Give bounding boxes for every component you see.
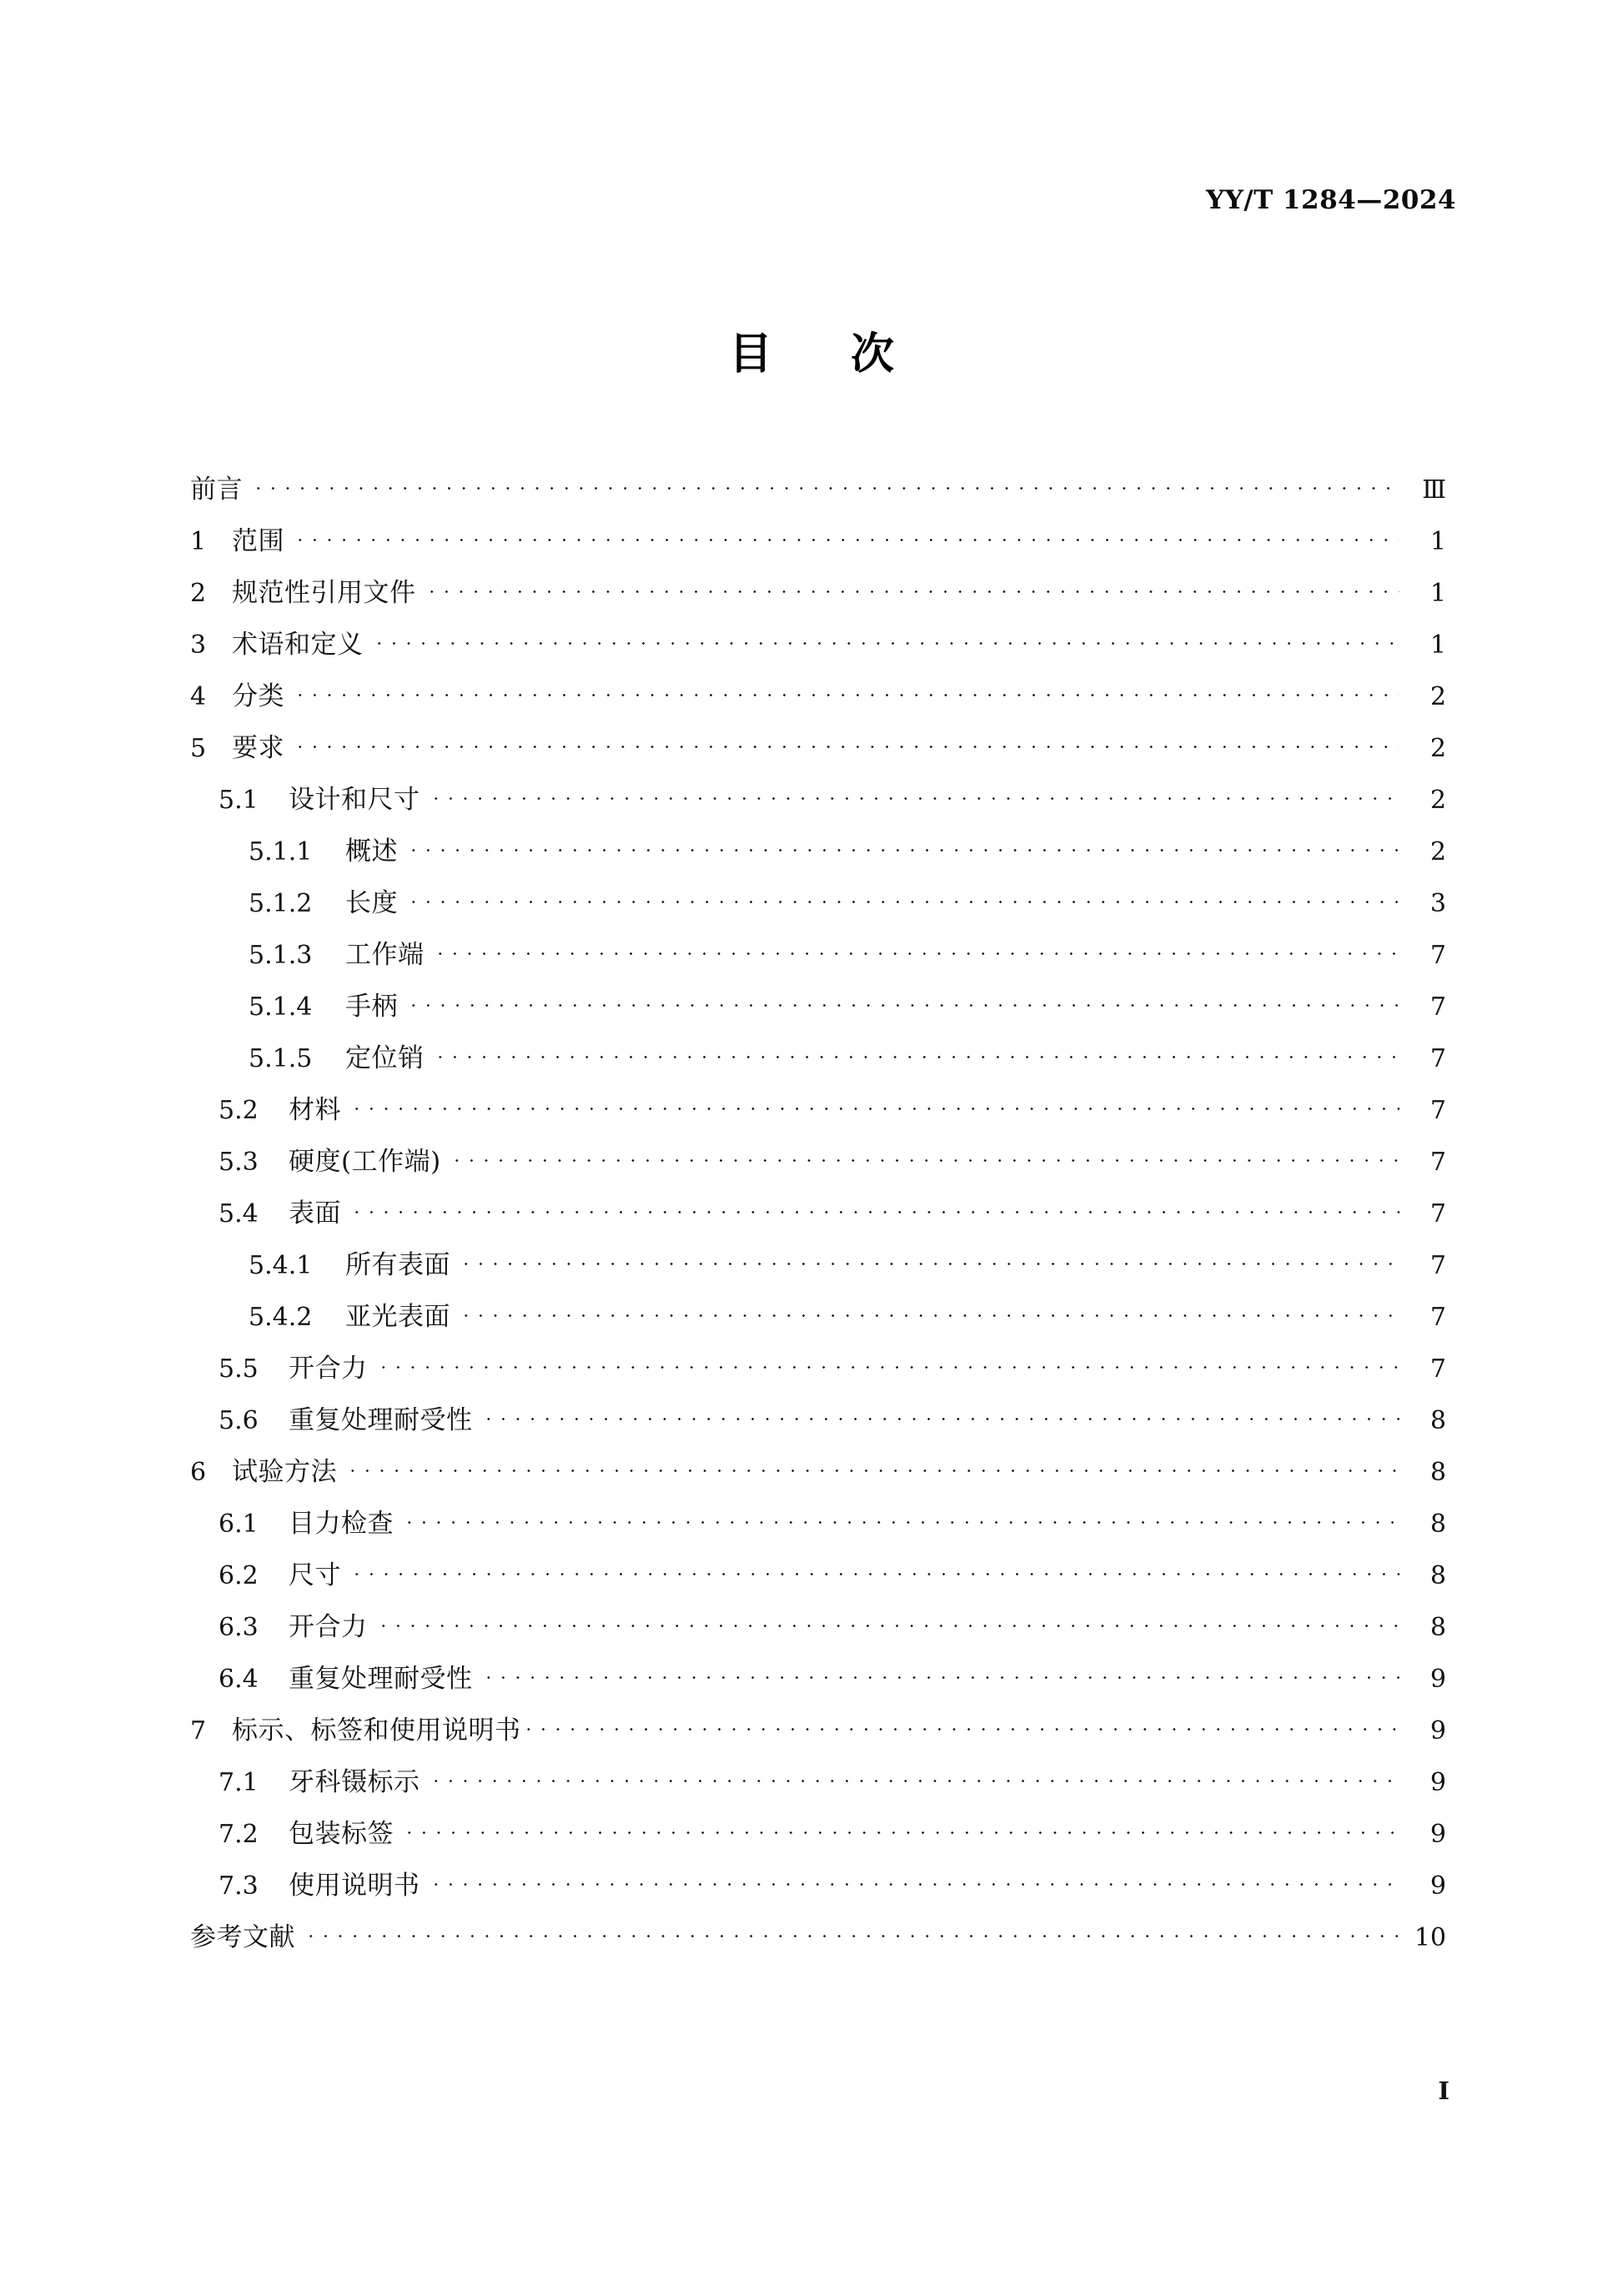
toc-entry-label: 工作端 <box>345 940 425 970</box>
toc-entry[interactable] <box>190 1239 1446 1291</box>
toc-entry[interactable] <box>190 981 1446 1032</box>
toc-entry-page-number: 7 <box>1430 1044 1446 1073</box>
toc-entry-page-number: 2 <box>1430 837 1446 867</box>
toc-dot-leader <box>372 628 1400 653</box>
toc-entry-page-number: 1 <box>1430 527 1446 556</box>
toc-dot-leader <box>429 1869 1400 1894</box>
toc-entry[interactable] <box>190 671 1446 722</box>
toc-entry-label: 手柄 <box>345 992 398 1022</box>
toc-entry-label: 材料 <box>289 1095 341 1125</box>
toc-entry[interactable] <box>190 1084 1446 1136</box>
toc-dot-leader <box>406 887 1399 912</box>
toc-dot-leader <box>349 1197 1399 1222</box>
toc-dot-leader <box>429 783 1400 808</box>
toc-entry[interactable] <box>190 1550 1446 1601</box>
toc-entry-label: 要求 <box>232 733 284 763</box>
toc-dot-leader <box>481 1404 1400 1429</box>
toc-entry[interactable] <box>190 619 1446 671</box>
toc-entry[interactable] <box>190 1343 1446 1394</box>
toc-dot-leader <box>293 680 1399 705</box>
toc-dot-leader <box>402 1817 1399 1842</box>
toc-entry-page-number: 7 <box>1430 992 1446 1022</box>
toc-entry-number: 6.3 <box>219 1613 259 1642</box>
toc-entry-page-number: 8 <box>1430 1561 1446 1590</box>
toc-entry[interactable] <box>190 464 1446 515</box>
table-of-contents <box>190 464 1446 1963</box>
toc-entry-label: 范围 <box>232 526 284 556</box>
toc-entry-number: 5.4.2 <box>249 1303 313 1332</box>
toc-dot-leader <box>349 1559 1399 1584</box>
toc-entry-number: 5 <box>190 734 207 763</box>
toc-entry[interactable] <box>190 722 1446 774</box>
toc-entry[interactable] <box>190 1291 1446 1343</box>
toc-entry[interactable] <box>190 1756 1446 1808</box>
toc-dot-leader <box>425 576 1400 601</box>
toc-entry[interactable] <box>190 1653 1446 1705</box>
toc-dot-leader <box>251 473 1399 498</box>
toc-entry-label: 目力检查 <box>289 1509 394 1539</box>
toc-dot-leader <box>345 1455 1399 1480</box>
toc-entry-label: 所有表面 <box>345 1250 450 1280</box>
toc-dot-leader <box>481 1662 1400 1687</box>
toc-dot-leader <box>459 1300 1399 1325</box>
toc-dot-leader <box>293 525 1399 550</box>
toc-entry[interactable] <box>190 1705 1446 1756</box>
toc-entry-number: 6.1 <box>219 1510 259 1539</box>
toc-entry-number: 5.1.4 <box>249 992 313 1022</box>
toc-entry-label: 概述 <box>345 837 398 867</box>
toc-entry-page-number: 9 <box>1430 1716 1446 1746</box>
toc-entry[interactable] <box>190 774 1446 826</box>
standard-number-header: YY/T 1284—2024 <box>1205 185 1456 215</box>
toc-entry[interactable] <box>190 1808 1446 1860</box>
toc-entry-page-number: 7 <box>1430 1199 1446 1228</box>
toc-entry-label: 亚光表面 <box>345 1302 450 1332</box>
toc-entry[interactable] <box>190 1188 1446 1239</box>
toc-entry-label: 表面 <box>289 1198 341 1228</box>
toc-entry-number: 5.1 <box>219 786 259 815</box>
toc-entry-page-number: 1 <box>1430 631 1446 660</box>
toc-entry[interactable] <box>190 877 1446 929</box>
toc-entry-label: 分类 <box>232 681 284 711</box>
toc-dot-leader <box>433 938 1400 963</box>
toc-dot-leader <box>304 1921 1399 1946</box>
toc-entry-page-number: 7 <box>1430 1251 1446 1280</box>
toc-entry-label: 重复处理耐受性 <box>289 1405 473 1435</box>
toc-entry-number: 5.5 <box>219 1354 259 1384</box>
toc-dot-leader <box>376 1352 1400 1377</box>
toc-entry-page-number: 2 <box>1430 682 1446 711</box>
page-title: 目 次 <box>728 329 927 379</box>
toc-entry-number: 5.4 <box>219 1199 259 1228</box>
toc-entry-page-number: 2 <box>1430 734 1446 763</box>
toc-entry-page-number: 3 <box>1430 889 1446 918</box>
toc-entry-page-number: 9 <box>1430 1871 1446 1901</box>
toc-entry[interactable] <box>190 1032 1446 1084</box>
toc-entry-page-number: 7 <box>1430 1303 1446 1332</box>
toc-entry-number: 6 <box>190 1458 207 1487</box>
toc-entry[interactable] <box>190 1601 1446 1653</box>
toc-entry-number: 5.1.2 <box>249 889 313 918</box>
toc-entry-number: 2 <box>190 579 207 608</box>
toc-dot-leader <box>521 1714 1400 1739</box>
toc-entry-number: 5.3 <box>219 1148 259 1177</box>
toc-entry-label: 重复处理耐受性 <box>289 1664 473 1694</box>
toc-entry-page-number: 8 <box>1430 1406 1446 1435</box>
toc-entry[interactable] <box>190 1446 1446 1498</box>
toc-entry-page-number: 9 <box>1430 1768 1446 1797</box>
toc-entry-page-number: 7 <box>1430 941 1446 970</box>
toc-dot-leader <box>349 1093 1399 1118</box>
toc-entry-label: 尺寸 <box>289 1560 341 1590</box>
toc-entry-number: 7.3 <box>219 1871 259 1901</box>
toc-entry-number: 5.1.1 <box>249 837 313 867</box>
toc-entry-label: 硬度(工作端) <box>289 1147 441 1177</box>
toc-dot-leader <box>376 1610 1400 1635</box>
toc-dot-leader <box>429 1766 1400 1791</box>
toc-entry-label: 开合力 <box>289 1612 368 1642</box>
toc-entry-page-number: 7 <box>1430 1096 1446 1125</box>
toc-entry-number: 1 <box>190 527 207 556</box>
toc-entry[interactable] <box>190 1860 1446 1912</box>
toc-entry-label: 牙科镊标示 <box>289 1767 420 1797</box>
toc-entry-number: 5.2 <box>219 1096 259 1125</box>
toc-entry-page-number: Ⅲ <box>1422 475 1446 505</box>
toc-entry-number: 6.4 <box>219 1665 259 1694</box>
toc-entry-page-number: 2 <box>1430 786 1446 815</box>
toc-dot-leader <box>293 731 1399 756</box>
toc-entry-number: 7.2 <box>219 1820 259 1849</box>
toc-entry-page-number: 7 <box>1430 1148 1446 1177</box>
toc-entry-label: 长度 <box>345 888 398 918</box>
toc-entry-page-number: 8 <box>1430 1510 1446 1539</box>
toc-entry-label: 设计和尺寸 <box>289 785 420 815</box>
toc-dot-leader <box>402 1507 1399 1532</box>
toc-dot-leader <box>450 1145 1399 1170</box>
toc-entry-page-number: 9 <box>1430 1820 1446 1849</box>
toc-entry-page-number: 10 <box>1414 1923 1446 1952</box>
toc-entry-number: 5.4.1 <box>249 1251 313 1280</box>
toc-entry-label: 参考文献 <box>190 1922 295 1952</box>
toc-entry-number: 5.1.5 <box>249 1044 313 1073</box>
toc-entry[interactable] <box>190 515 1446 567</box>
toc-entry-label: 标示、标签和使用说明书 <box>232 1716 521 1746</box>
toc-entry-label: 规范性引用文件 <box>232 578 416 608</box>
toc-entry-number: 7 <box>190 1716 207 1746</box>
toc-entry-label: 开合力 <box>289 1354 368 1384</box>
toc-entry-number: 6.2 <box>219 1561 259 1590</box>
toc-entry-page-number: 7 <box>1430 1354 1446 1384</box>
toc-entry-label: 试验方法 <box>232 1457 337 1487</box>
toc-entry[interactable] <box>190 929 1446 981</box>
toc-entry-label: 前言 <box>190 475 243 505</box>
toc-entry-number: 3 <box>190 631 207 660</box>
toc-entry-page-number: 8 <box>1430 1458 1446 1487</box>
toc-entry[interactable] <box>190 826 1446 877</box>
toc-dot-leader <box>433 1042 1400 1067</box>
toc-entry-label: 包装标签 <box>289 1819 394 1849</box>
toc-entry[interactable] <box>190 1498 1446 1550</box>
toc-entry-page-number: 1 <box>1430 579 1446 608</box>
toc-entry-label: 定位销 <box>345 1043 425 1073</box>
toc-entry[interactable] <box>190 567 1446 619</box>
toc-entry-number: 5.1.3 <box>249 941 313 970</box>
toc-entry-number: 4 <box>190 682 207 711</box>
toc-entry-page-number: 9 <box>1430 1665 1446 1694</box>
toc-entry-label: 术语和定义 <box>232 630 364 660</box>
toc-entry-number: 7.1 <box>219 1768 259 1797</box>
page-folio: Ⅰ <box>1438 2077 1450 2105</box>
toc-entry[interactable] <box>190 1394 1446 1446</box>
toc-entry-label: 使用说明书 <box>289 1871 420 1901</box>
toc-dot-leader <box>406 990 1399 1015</box>
toc-entry[interactable] <box>190 1136 1446 1188</box>
toc-entry-page-number: 8 <box>1430 1613 1446 1642</box>
toc-entry[interactable] <box>190 1912 1446 1963</box>
toc-entry-number: 5.6 <box>219 1406 259 1435</box>
toc-dot-leader <box>406 835 1399 860</box>
toc-dot-leader <box>459 1248 1399 1274</box>
